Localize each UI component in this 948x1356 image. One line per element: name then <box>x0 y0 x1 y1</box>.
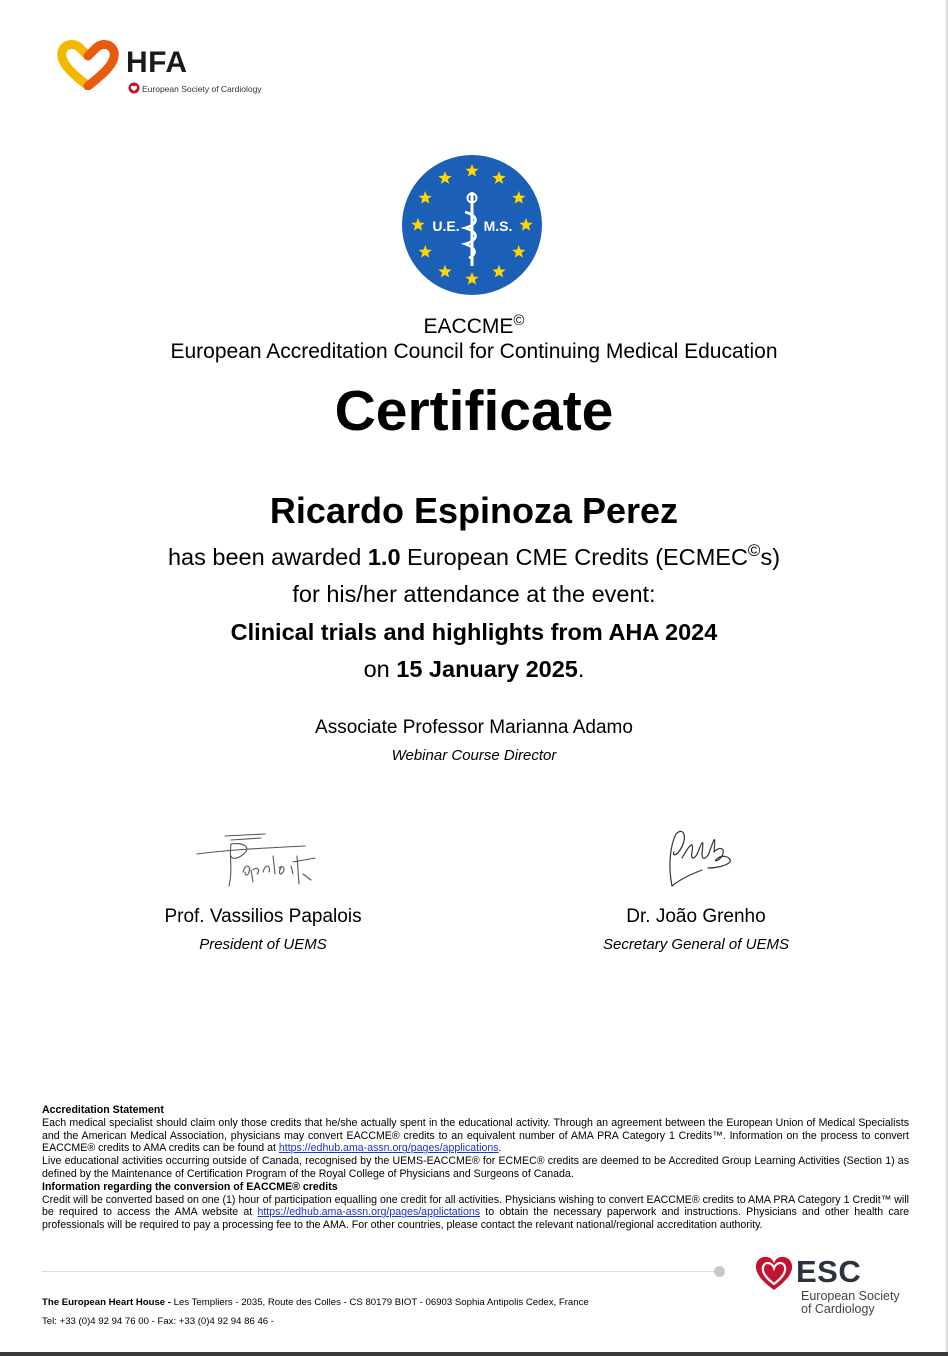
credit-amount: 1.0 <box>367 544 401 570</box>
accreditation-statement <box>42 1104 909 1232</box>
hfa-brand: HFA <box>126 46 188 79</box>
date-suffix: . <box>577 656 585 682</box>
date-prefix: on <box>363 656 397 682</box>
hfa-logo <box>56 40 296 100</box>
copyright-mark: © <box>513 312 525 329</box>
page-edge-bottom <box>0 1352 948 1356</box>
accreditation-paragraph-2: Live educational activities occurring outside of Canada, recognised by the UEMS-EACCME® for ECMEC® credits are deemed to be Accredited Group Learning Activities (Section 1) as defined by the Maintenance of Certification Program of the Royal College of Physicians and Surgeons of Canada. <box>42 1155 909 1180</box>
footer-house-name: The European Heart House - <box>42 1297 174 1308</box>
accreditation-text-1: Each medical specialist should claim only those credits that he/she actually spent in the educational activity. Through an agreement between the European Union of Medical Specialists and the American Medical Association, physicians may convert EACCME® credits to an equivalent number of AMA PRA Category 1 Credits™. Information on the process to convert EACCME® credits to AMA credits can be found at <box>42 1116 909 1155</box>
esc-seal-icon <box>128 82 140 94</box>
uems-emblem <box>401 154 543 296</box>
esc-logo <box>754 1252 924 1324</box>
ama-applications-link[interactable]: https://edhub.ama-assn.org/pages/applications <box>278 1142 499 1155</box>
director-name: Associate Professor Marianna Adamo <box>315 717 633 738</box>
certificate-title: Certificate <box>334 379 614 443</box>
org-full-name: European Accreditation Council for Continuing Medical Education <box>170 340 778 363</box>
director-role: Webinar Course Director <box>391 747 557 764</box>
awarded-line <box>0 541 948 571</box>
ama-applictations-link[interactable]: https://edhub.ama-assn.org/pages/applictations <box>257 1206 481 1219</box>
footer-divider <box>42 1271 718 1272</box>
signer-name-left: Prof. Vassilios Papalois <box>164 906 362 927</box>
accreditation-heading: Accreditation Statement <box>42 1104 164 1116</box>
emblem-label-left: U.E. <box>432 218 460 234</box>
attendance-line: for his/her attendance at the event: <box>292 581 656 607</box>
recipient-name: Ricardo Espinoza Perez <box>269 490 679 531</box>
event-date: 15 January 2025 <box>396 656 578 682</box>
org-acronym <box>0 312 948 339</box>
hfa-heart-icon <box>56 40 120 90</box>
esc-subtitle-line-2: of Cardiology <box>801 1302 875 1316</box>
footer-divider-dot <box>714 1266 725 1277</box>
footer-phone: Tel: +33 (0)4 92 94 76 00 - Fax: +33 (0)4 92 94 86 46 - <box>42 1316 274 1327</box>
esc-heart-icon <box>754 1254 794 1292</box>
signature-papalois <box>195 826 325 888</box>
esc-subtitle-line-1: European Society <box>801 1289 900 1303</box>
copyright-mark: © <box>747 541 761 560</box>
emblem-label-right: M.S. <box>483 218 513 234</box>
accreditation-paragraph-3 <box>42 1194 909 1232</box>
accreditation-text-3: Credit will be converted based on one (1) hour of participation equalling one credit for all activities. Physicians wishing to convert EACCME® credits to AMA PRA Category 1 Credit™ will be required to access the AMA website at <box>42 1193 909 1219</box>
signer-name-right: Dr. João Grenho <box>626 906 766 927</box>
footer-address-text: Les Templiers - 2035, Route des Colles - CS 80179 BIOT - 06903 Sophia Antipolis Cedex, France <box>173 1297 589 1308</box>
awarded-suffix: s) <box>760 544 781 570</box>
event-date-line <box>0 656 948 683</box>
signer-role-left: President of UEMS <box>199 936 327 953</box>
accreditation-text-3-end: to obtain the necessary paperwork and instructions. Physicians and other health care professionals will be required to pay a processing fee to the AMA. For other countries, please contact the relevant national/regional accreditation authority. <box>42 1206 909 1232</box>
event-title: Clinical trials and highlights from AHA 2024 <box>230 619 718 645</box>
signer-role-right: Secretary General of UEMS <box>603 936 789 953</box>
hfa-subtitle: European Society of Cardiology <box>142 84 262 94</box>
signature-grenho <box>662 822 736 892</box>
footer-address <box>42 1297 589 1308</box>
org-acronym-text: EACCME <box>423 315 514 338</box>
esc-brand: ESC <box>796 1254 862 1289</box>
conversion-heading: Information regarding the conversion of EACCME® credits <box>42 1180 338 1193</box>
awarded-middle: European CME Credits (ECMEC <box>400 544 748 570</box>
esc-subtitle <box>801 1290 921 1316</box>
accreditation-paragraph-1 <box>42 1117 909 1155</box>
accreditation-text-1-end: . <box>498 1142 502 1155</box>
awarded-prefix: has been awarded <box>167 544 368 570</box>
